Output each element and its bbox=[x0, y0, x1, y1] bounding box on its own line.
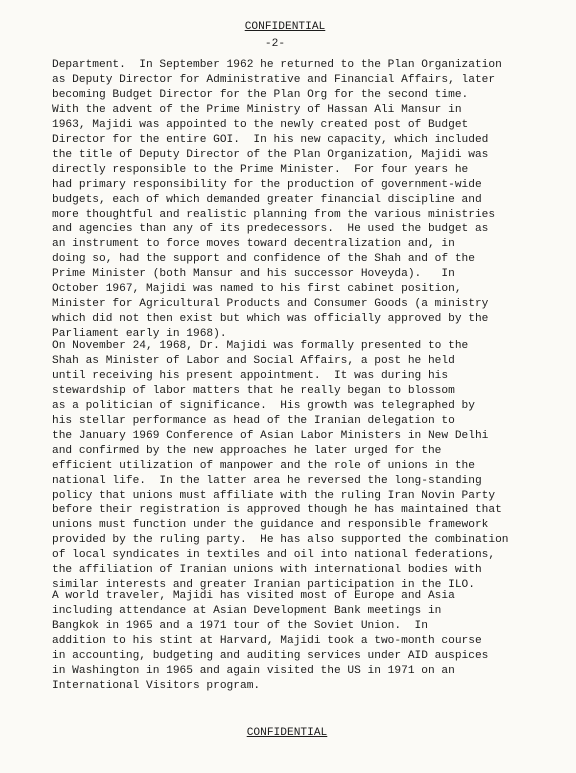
text-line: addition to his stint at Harvard, Majidi took a two-month course bbox=[52, 634, 482, 647]
text-line: of local syndicates in textiles and oil into national federations, bbox=[52, 549, 496, 562]
text-line: becoming Budget Director for the Plan Org for the second time. bbox=[52, 88, 469, 101]
text-line: Department. In September 1962 he returned to the Plan Organization bbox=[52, 59, 502, 71]
text-line: national life. In the latter area he reversed the long-standing bbox=[52, 474, 482, 487]
text-line: A world traveler, Majidi has visited most of Europe and Asia bbox=[52, 590, 455, 602]
page-footer bbox=[0, 726, 576, 740]
text-line: as a politician of significance. His growth was telegraphed by bbox=[52, 399, 475, 412]
text-line: his stellar performance as head of the Iranian delegation to bbox=[52, 414, 455, 427]
text-line: unions must function under the guidance and responsible framework bbox=[52, 519, 489, 532]
text-line: International Visitors program. bbox=[52, 679, 261, 692]
text-line: Minister for Agricultural Products and Consumer Goods (a ministry bbox=[52, 298, 489, 311]
page-number-text: -2- bbox=[264, 38, 286, 50]
text-line: similar interests and greater Iranian participation in the ILO. bbox=[52, 579, 475, 592]
text-line: Parliament early in 1968). bbox=[52, 328, 227, 341]
text-line: the January 1969 Conference of Asian Labor Ministers in New Delhi bbox=[52, 429, 489, 442]
footer-classification: CONFIDENTIAL bbox=[246, 727, 328, 739]
paragraph-labor-ministry bbox=[52, 339, 562, 593]
paragraph-travel bbox=[52, 589, 562, 694]
text-line: Prime Minister (both Mansur and his successor Hoveyda). In bbox=[52, 268, 455, 281]
text-line: in Washington in 1965 and again visited the US in 1971 on an bbox=[52, 664, 455, 677]
text-line: had primary responsibility for the production of government-wide bbox=[52, 178, 482, 191]
text-line: and agencies than any of its predecessors. He used the budget as bbox=[52, 223, 489, 236]
header-classification: CONFIDENTIAL bbox=[244, 21, 326, 33]
text-line: until receiving his present appointment. It was during his bbox=[52, 369, 449, 382]
text-line: including attendance at Asian Development Bank meetings in bbox=[52, 604, 442, 617]
text-line: provided by the ruling party. He has also supported the combination bbox=[52, 534, 509, 547]
text-line: and confirmed by the new approaches he later urged for the bbox=[52, 444, 442, 457]
text-line: directly responsible to the Prime Minister. For four years he bbox=[52, 163, 469, 176]
text-line: before their registration is approved though he has maintained that bbox=[52, 504, 502, 517]
text-line: in accounting, budgeting and auditing services under AID auspices bbox=[52, 649, 489, 662]
page-number bbox=[0, 37, 576, 51]
text-line: policy that unions must affiliate with the ruling Iran Novin Party bbox=[52, 489, 496, 502]
text-line: more thoughtful and realistic planning from the various ministries bbox=[52, 208, 496, 221]
text-line: budgets, each of which demanded greater financial discipline and bbox=[52, 193, 482, 206]
page-header bbox=[0, 20, 576, 34]
text-line: October 1967, Majidi was named to his first cabinet position, bbox=[52, 283, 462, 296]
text-line: 1963, Majidi was appointed to the newly created post of Budget bbox=[52, 118, 469, 131]
text-line: Shah as Minister of Labor and Social Affairs, a post he held bbox=[52, 354, 455, 367]
text-line: as Deputy Director for Administrative and Financial Affairs, later bbox=[52, 73, 496, 86]
text-line: On November 24, 1968, Dr. Majidi was formally presented to the bbox=[52, 340, 469, 352]
text-line: Director for the entire GOI. In his new capacity, which included bbox=[52, 133, 489, 146]
text-line: efficient utilization of manpower and the role of unions in the bbox=[52, 459, 475, 472]
text-line: the title of Deputy Director of the Plan Organization, Majidi was bbox=[52, 148, 489, 161]
text-line: which did not then exist but which was officially approved by the bbox=[52, 313, 489, 326]
text-line: the affiliation of Iranian unions with international bodies with bbox=[52, 564, 482, 577]
text-line: Bangkok in 1965 and a 1971 tour of the Soviet Union. In bbox=[52, 619, 428, 632]
text-line: stewardship of labor matters that he really began to blossom bbox=[52, 384, 455, 397]
text-line: an instrument to force moves toward decentralization and, in bbox=[52, 238, 455, 251]
text-line: doing so, had the support and confidence of the Shah and of the bbox=[52, 253, 475, 266]
text-line: With the advent of the Prime Ministry of Hassan Ali Mansur in bbox=[52, 103, 462, 116]
paragraph-career bbox=[52, 58, 562, 342]
